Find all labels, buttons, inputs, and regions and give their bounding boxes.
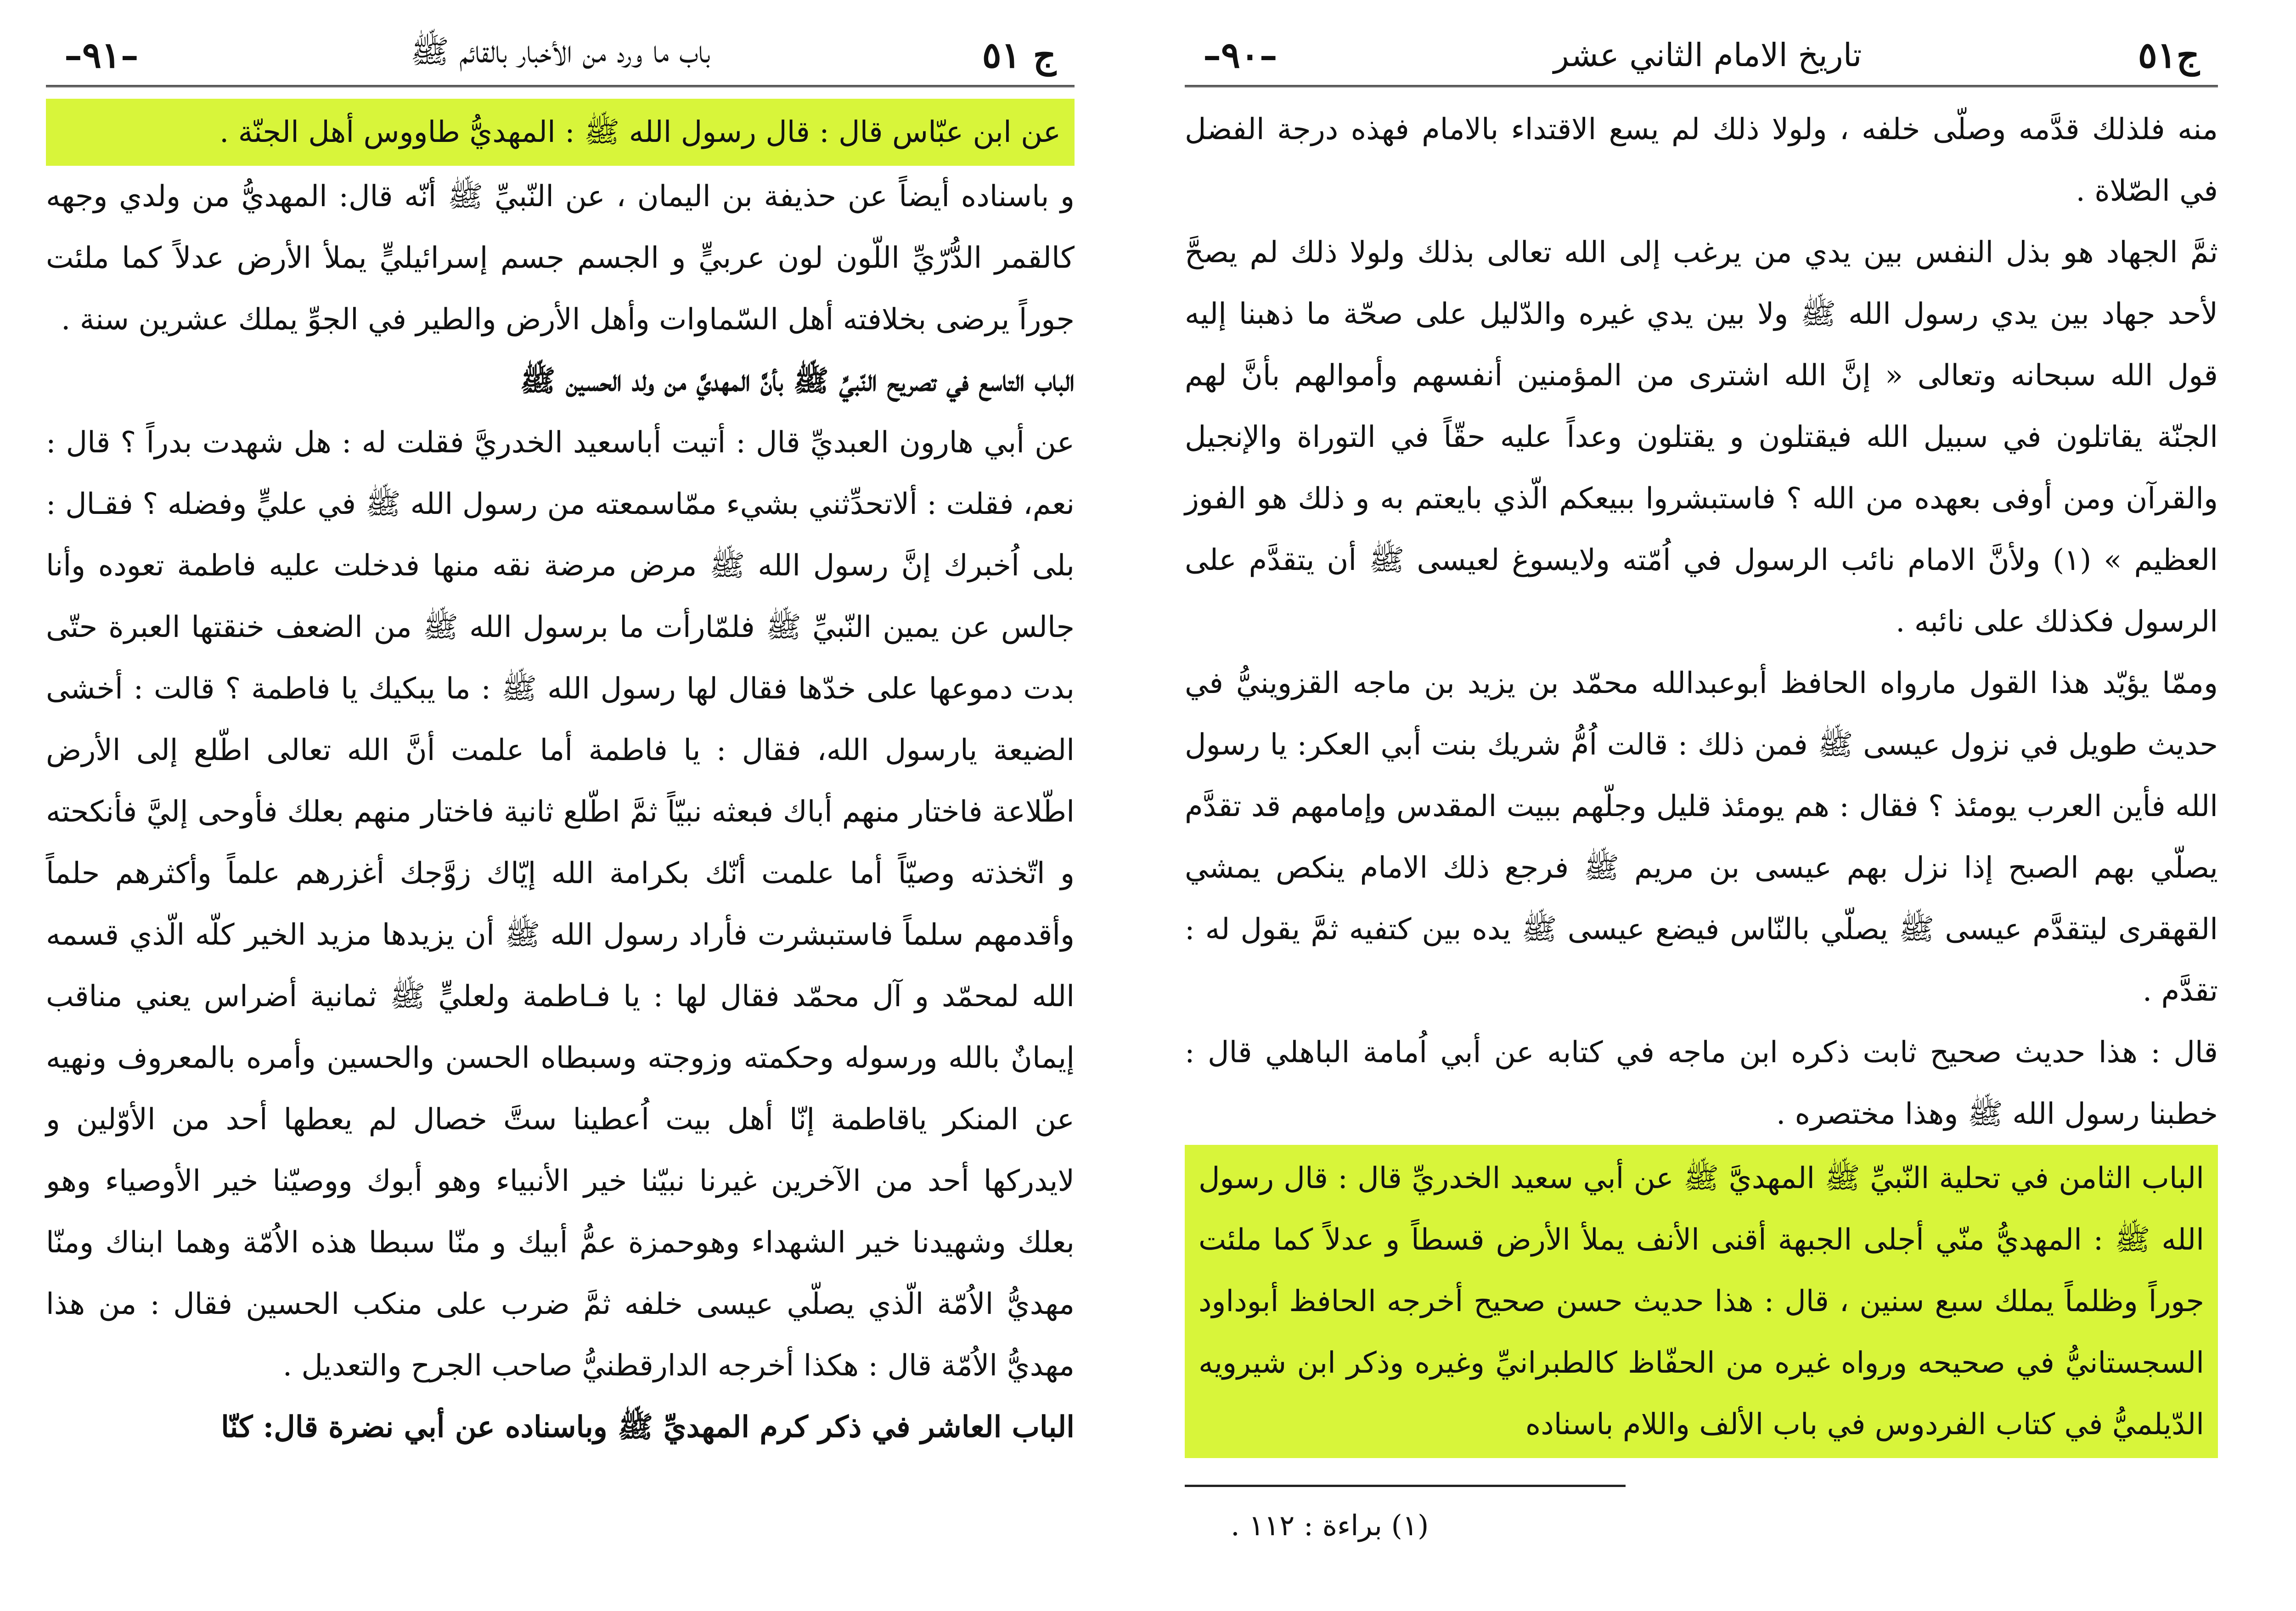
- page-90: [1185, 0, 2218, 1611]
- page-number: ج ٥١: [982, 34, 1056, 76]
- section-heading: الباب التاسع في تصريح النّبيِّ ﷺ بأنَّ المهديَّ من ولد الحسين ﷺ: [520, 364, 1075, 398]
- footnote-divider: [1185, 1485, 1626, 1487]
- highlighted-hadith: عن ابن عبّاس قال : قال رسول الله ﷺ : المهديُّ طاووس أهل الجنّة .: [46, 99, 1075, 166]
- page-number: –٩٠–: [1203, 34, 1277, 76]
- running-title: باب ما ورد من الأخبار بالقائم ﷺ: [410, 32, 710, 70]
- page-header: [46, 25, 1075, 87]
- running-title: تاريخ الامام الثاني عشر: [1553, 36, 1862, 74]
- page-91: [46, 0, 1075, 1611]
- page-body: [1185, 99, 2218, 1458]
- paragraph: ثمَّ الجهاد هو بذل النفس بين يدي من يرغب إلى الله تعالى بذلك ولولا ذلك لم يصحَّ لأحد جهاد بين يدي رسول الله ﷺ ولا بين يدي غيره والدّليل على صحّة ما ذهبنا إليه قول الله سبحانه وتعالى « إنَّ الله اشترى من المؤمنين أنفسهم وأموالهم بأنَّ لهم الجنّة يقاتلون في سبيل الله فيقتلون و يقتلون وعداً عليه حقّاً في التوراة والإنجيل والقرآن ومن أوفى بعهده من الله ؟ فاستبشروا ببيعكم الّذي بايعتم به و ذلك هو الفوز العظيم » (١) ولأنَّ الامام نائب الرسول في اُمّته ولايسوغ لعيسى ﷺ أن يتقدَّم على الرسول فكذلك على نائبه .: [1185, 236, 2218, 639]
- paragraph: منه فلذلك قدَّمه وصلّى خلفه ، ولولا ذلك لم يسع الاقتداء بالامام فهذه درجة الفضل في الصّلاة .: [1185, 113, 2218, 208]
- paragraph: و باسناده أيضاً عن حذيفة بن اليمان ، عن النّبيِّ ﷺ أنّه قال: المهديُّ من ولدي وجهه كالقمر الدُّرّيِّ اللّون لون عربيٍّ و الجسم جسم إسرائيليٍّ يملأ الأرض عدلاً كما ملئت جوراً يرضى بخلافته أهل السّماوات وأهل الأرض والطير في الجوِّ يملك عشرين سنة .: [46, 180, 1075, 337]
- highlighted-paragraph: الباب الثامن في تحلية النّبيِّ ﷺ المهديَّ ﷺ عن أبي سعيد الخدريِّ قال : قال رسول الله ﷺ : المهديُّ منّي أجلى الجبهة أقنى الأنف يملأ الأرض قسطاً و عدلاً كما ملئت جوراً وظلماً يملك سبع سنين ، قال : هذا حديث حسن صحيح أخرجه الحافظ أبوداود السجستانيُّ في صحيحه ورواه غيره من الحفّاظ كالطبرانيِّ وغيره وذكر ابن شيرويه الدّيلميُّ في كتاب الفردوس في باب الألف واللام باسناده: [1185, 1145, 2218, 1458]
- footnote: (١) براءة : ١١٢ .: [1231, 1509, 1429, 1542]
- page-body: [46, 99, 1075, 1458]
- volume-label: ج٥١: [2138, 34, 2200, 76]
- page-number: –٩١–: [64, 34, 139, 76]
- page-header: [1185, 25, 2218, 87]
- section-heading: الباب العاشر في ذكر كرم المهديِّ ﷺ وباسناده عن أبي نضرة قال: كنّا: [221, 1410, 1075, 1444]
- paragraph: وممّا يؤيّد هذا القول مارواه الحافظ أبوعبدالله محمّد بن يزيد بن ماجه القزوينيُّ في حديث طويل في نزول عيسى ﷺ فمن ذلك : قالت اُمُّ شريك بنت أبي العكر: يا رسول الله فأين العرب يومئذ ؟ فقال : هم يومئذ قليل وجلّهم ببيت المقدس وإمامهم قد تقدَّم يصلّي بهم الصبح إذا نزل بهم عيسى بن مريم ﷺ فرجع ذلك الامام ينكص يمشي القهقرى ليتقدَّم عيسى ﷺ يصلّي بالنّاس فيضع عيسى ﷺ يده بين كتفيه ثمَّ يقول له : تقدَّم .: [1185, 666, 2218, 1008]
- paragraph: قال : هذا حديث صحيح ثابت ذكره ابن ماجه في كتابه عن أبي اُمامة الباهلي قال : خطبنا رسول الله ﷺ وهذا مختصره .: [1185, 1036, 2218, 1131]
- paragraph: عن أبي هارون العبديِّ قال : أتيت أباسعيد الخدريَّ فقلت له : هل شهدت بدراً ؟ قال : نعم، فقلت : ألاتحدِّثني بشيء ممّاسمعته من رسول الله ﷺ في عليٍّ وفضله ؟ فقـال : بلى اُخبرك إنَّ رسول الله ﷺ مرض مرضة نقه منها فدخلت عليه فاطمة تعوده وأنا جالس عن يمين النّبيِّ ﷺ فلمّارأت ما برسول الله ﷺ من الضعف خنقتها العبرة حتّى بدت دموعها على خدّها فقال لها رسول الله ﷺ : ما يبكيك يا فاطمة ؟ قالت : أخشى الضيعة يارسول الله، فقال : يا فاطمة أما علمت أنَّ الله تعالى اطّلع إلى الأرض اطّلاعة فاختار منهم أباك فبعثه نبيّاً ثمَّ اطّلع ثانية فاختار منهم بعلك فأوحى إليَّ فأنكحته و اتّخذته وصيّاً أما علمت أنّك بكرامة الله إيّاك زوَّجك أغزرهم علماً وأكثرهم حلماً وأقدمهم سلماً فاستبشرت فأراد رسول الله ﷺ أن يزيدها مزيد الخير كلّه الّذي قسمه الله لمحمّد و آل محمّد فقال لها : يا فـاطمة ولعليٍّ ﷺ ثمانية أضراس يعني مناقب إيمانٌ بالله ورسوله وحكمته وزوجته وسبطاه الحسن والحسين وأمره بالمعروف ونهيه عن المنكر ياقاطمة إنّا أهل بيت اُعطينا ستَّ خصال لم يعطها أحد من الأوّلين و لايدركها أحد من الآخرين غيرنا نبيّنا خير الأنبياء وهو أبوك ووصيّنا خير الأوصياء وهو بعلك وشهيدنا خير الشهداء وهوحمزة عمُّ أبيك و منّا سبطا هذه الاُمّة وهما ابناك ومنّا مهديُّ الاُمّة الّذي يصلّي عيسى خلفه ثمَّ ضرب على منكب الحسين فقال : من هذا مهديُّ الاُمّة قال : هكذا أخرجه الدارقطنيُّ صاحب الجرح والتعديل .: [46, 426, 1075, 1383]
